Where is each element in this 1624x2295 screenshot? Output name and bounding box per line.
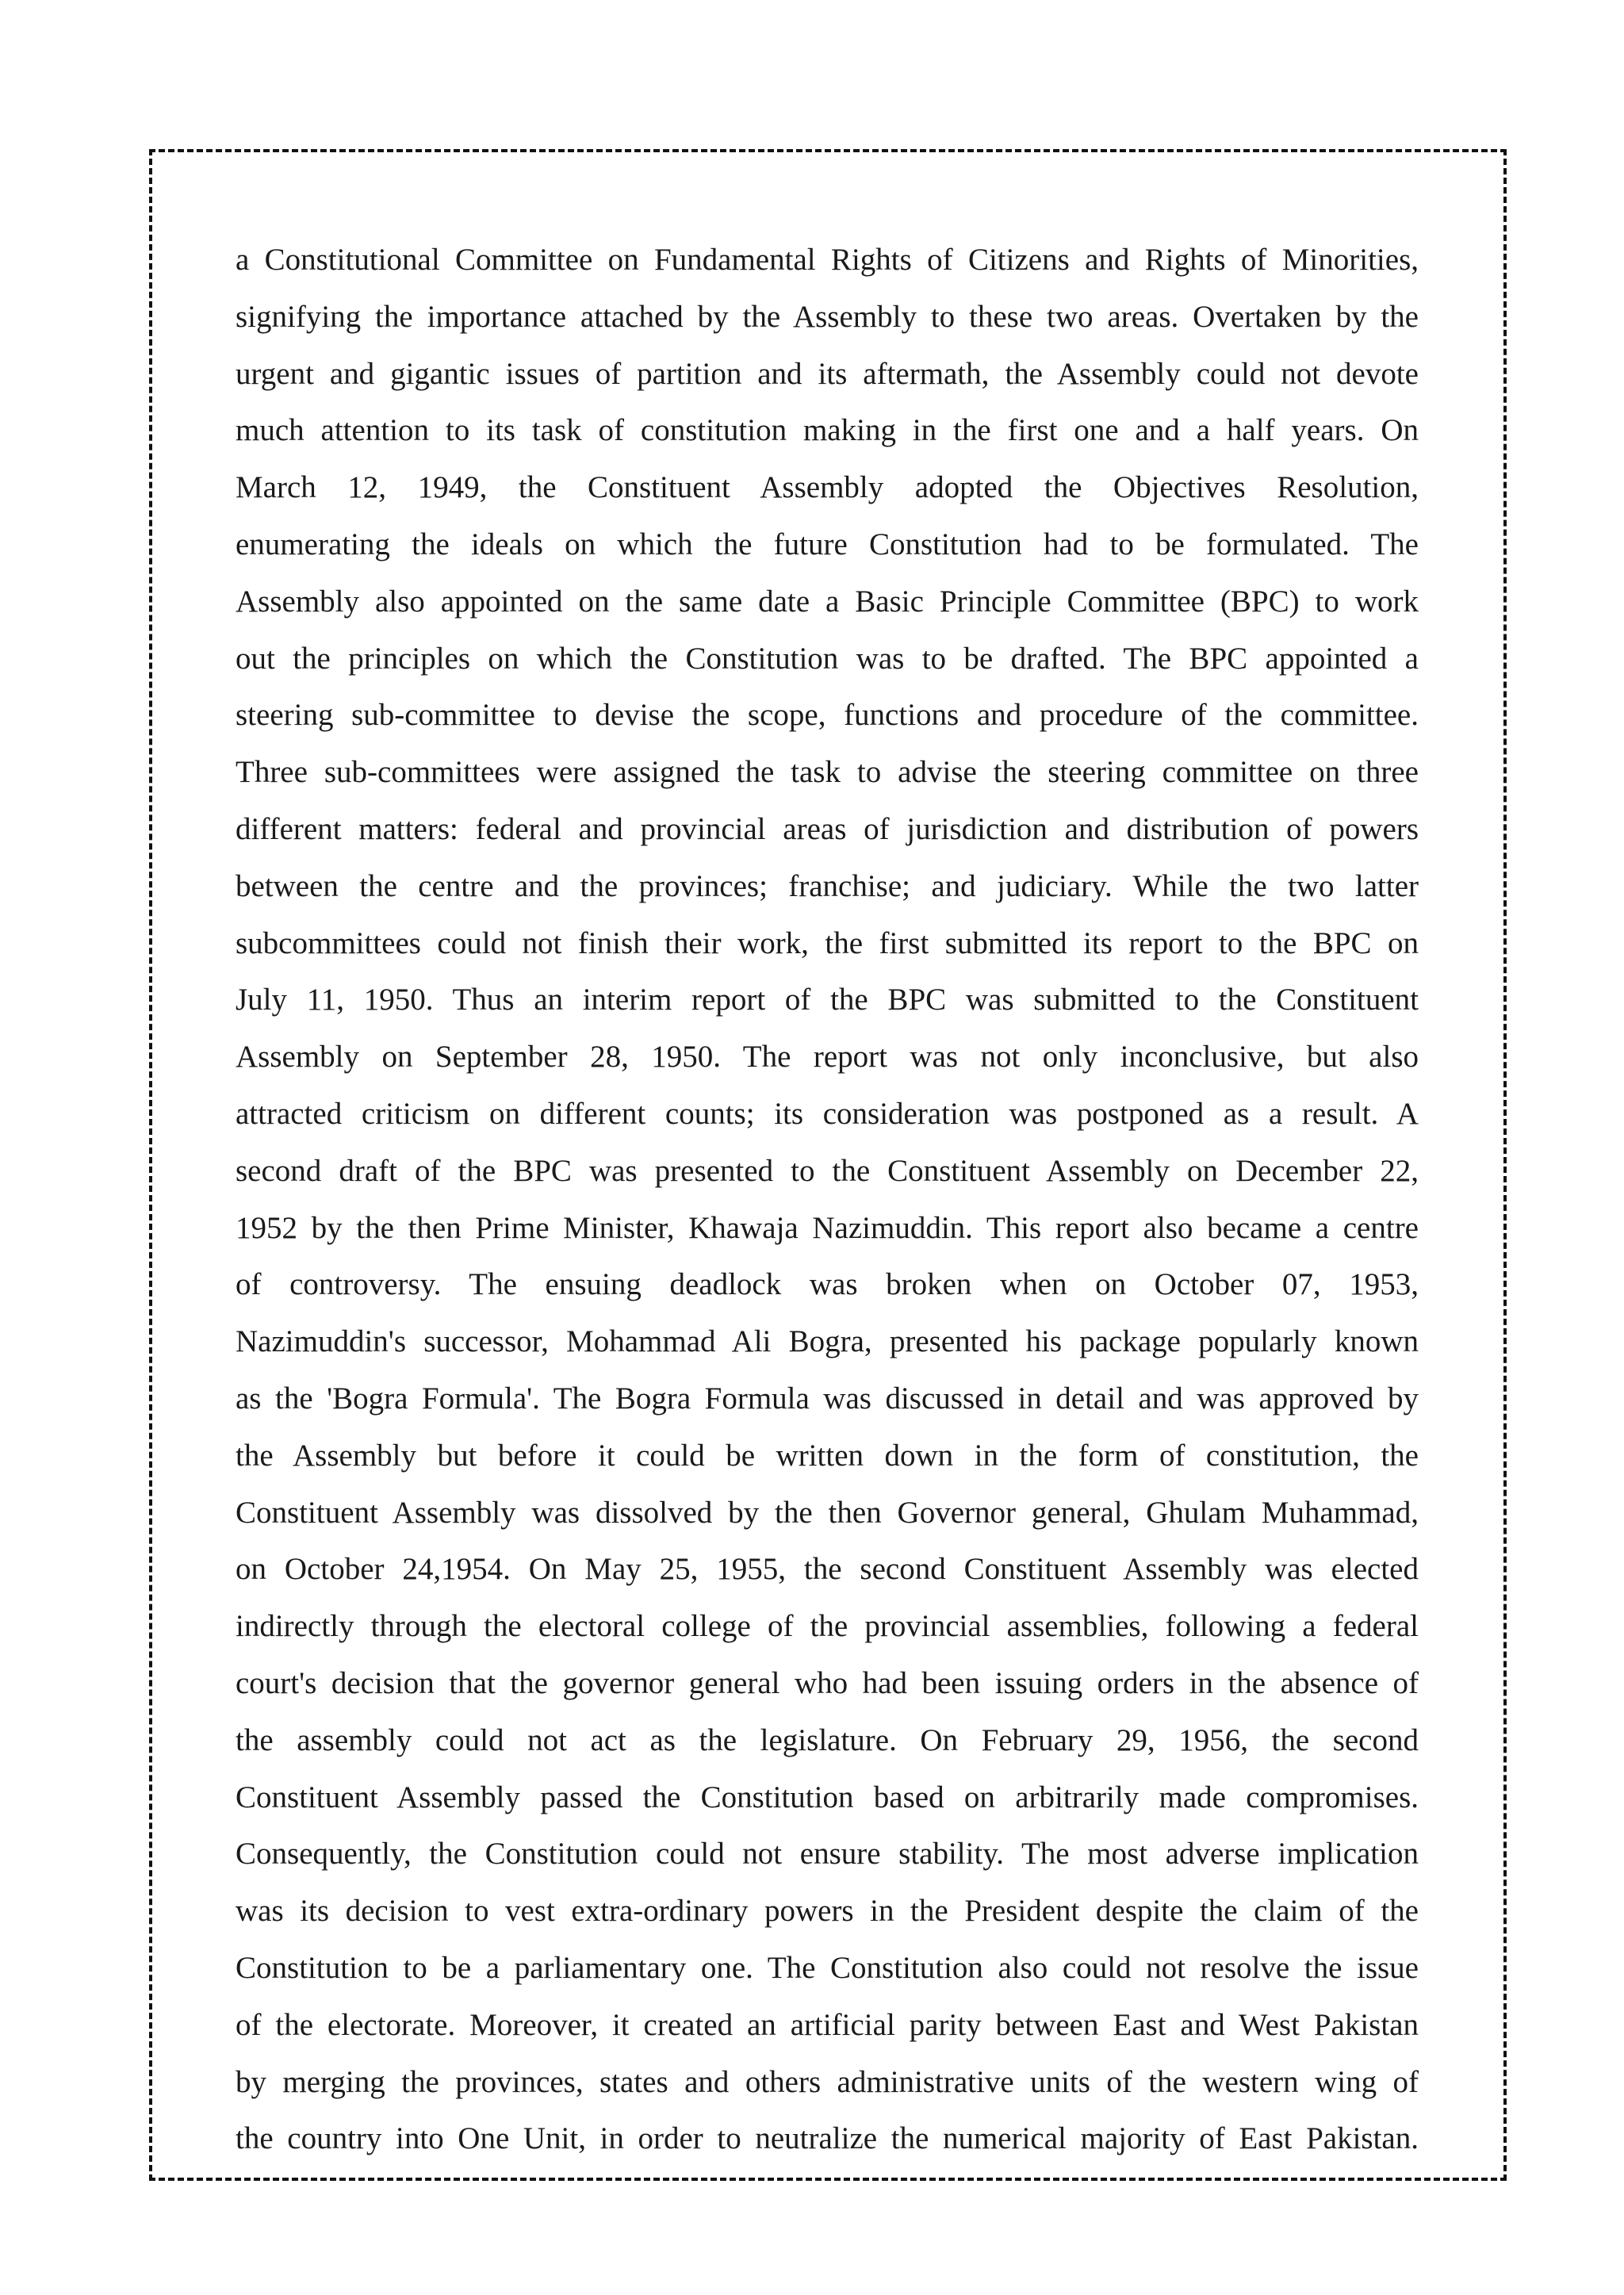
text-line: second draft of the BPC was presented to the Constituent Assembly on December 22,: [236, 1153, 1419, 1188]
text-line: Constituent Assembly passed the Constitution based on arbitrarily made compromises.: [236, 1780, 1419, 1814]
text-line: on October 24,1954. On May 25, 1955, the second Constituent Assembly was elected: [236, 1552, 1419, 1587]
text-line: the assembly could not act as the legislature. On February 29, 1956, the second: [236, 1722, 1419, 1757]
text-line: July 11, 1950. Thus an interim report of the BPC was submitted to the Constituent: [236, 983, 1419, 1017]
text-line: Constitution to be a parliamentary one. The Constitution also could not resolve the issue: [236, 1950, 1419, 1985]
text-line: was its decision to vest extra-ordinary powers in the President despite the claim of the: [236, 1894, 1419, 1929]
text-line: indirectly through the electoral college of the provincial assemblies, following a federal: [236, 1609, 1419, 1644]
text-line: attracted criticism on different counts; its consideration was postponed as a result. A: [236, 1096, 1419, 1131]
text-line: Three sub-committees were assigned the task to advise the steering committee on three: [236, 755, 1419, 790]
text-line: Assembly also appointed on the same date a Basic Principle Committee (BPC) to work: [236, 584, 1419, 619]
text-line: Constituent Assembly was dissolved by the then Governor general, Ghulam Muhammad,: [236, 1495, 1419, 1530]
text-line: steering sub-committee to devise the scope, functions and procedure of the committee.: [236, 698, 1419, 733]
text-line: a Constitutional Committee on Fundamental Rights of Citizens and Rights of Minorities,: [236, 243, 1419, 277]
text-line: between the centre and the provinces; franchise; and judiciary. While the two latter: [236, 868, 1419, 903]
text-line: the country into One Unit, in order to neutralize the numerical majority of East Pakistan.: [236, 2121, 1419, 2156]
text-line: the Assembly but before it could be written down in the form of constitution, the: [236, 1438, 1419, 1473]
text-line: different matters: federal and provincial areas of jurisdiction and distribution of powers: [236, 811, 1419, 846]
text-line: as the 'Bogra Formula'. The Bogra Formula was discussed in detail and was approved by: [236, 1381, 1419, 1416]
text-line: urgent and gigantic issues of partition and its aftermath, the Assembly could not devote: [236, 356, 1419, 391]
body-paragraph: [236, 232, 1419, 2167]
text-line: Consequently, the Constitution could not ensure stability. The most adverse implication: [236, 1837, 1419, 1872]
text-line: Nazimuddin's successor, Mohammad Ali Bogra, presented his package popularly known: [236, 1324, 1419, 1359]
text-line: out the principles on which the Constitution was to be drafted. The BPC appointed a: [236, 641, 1419, 676]
text-line: Assembly on September 28, 1950. The report was not only inconclusive, but also: [236, 1040, 1419, 1075]
text-line: signifying the importance attached by the Assembly to these two areas. Overtaken by the: [236, 299, 1419, 334]
text-line: March 12, 1949, the Constituent Assembly adopted the Objectives Resolution,: [236, 470, 1419, 505]
text-line: by merging the provinces, states and others administrative units of the western wing of: [236, 2064, 1419, 2099]
text-line: subcommittees could not finish their work, the first submitted its report to the BPC on: [236, 925, 1419, 960]
text-line: much attention to its task of constitution making in the first one and a half years. On: [236, 413, 1419, 448]
text-line: 1952 by the then Prime Minister, Khawaja Nazimuddin. This report also became a centre: [236, 1210, 1419, 1245]
text-line: of the electorate. Moreover, it created an artificial parity between East and West Pakistan: [236, 2007, 1419, 2042]
text-line: enumerating the ideals on which the future Constitution had to be formulated. The: [236, 527, 1419, 561]
text-line: court's decision that the governor general who had been issuing orders in the absence of: [236, 1665, 1419, 1700]
text-line: of controversy. The ensuing deadlock was broken when on October 07, 1953,: [236, 1267, 1419, 1302]
